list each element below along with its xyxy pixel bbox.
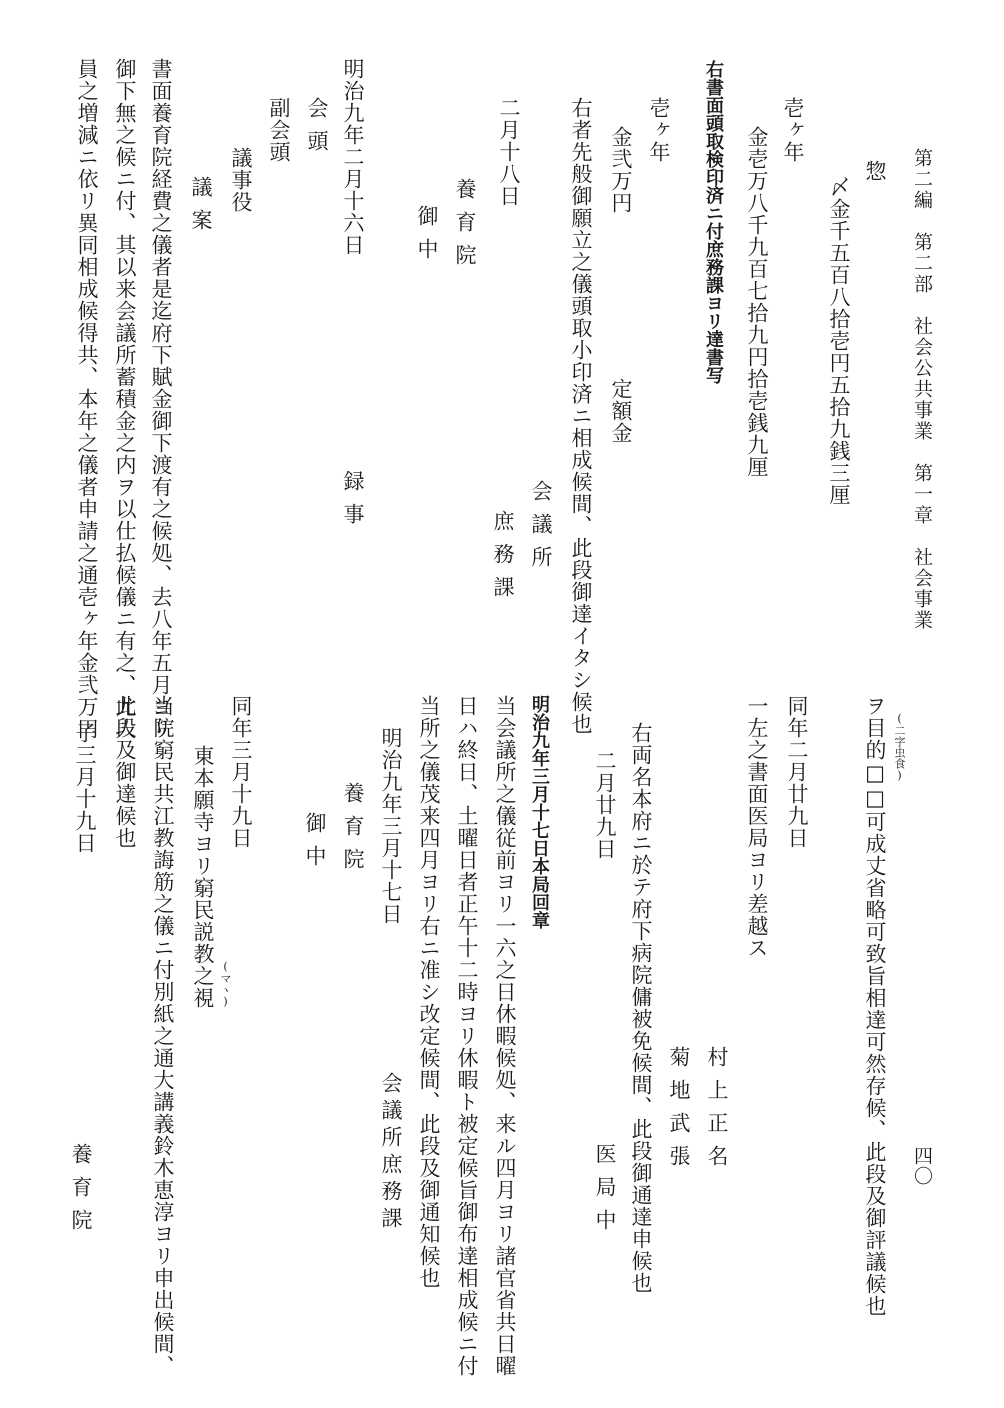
sender-line-5: 会議所庶務課 xyxy=(379,1072,403,1234)
addressee-line-5a: 養育院 xyxy=(341,782,365,881)
item-line-6: 東本願寺ヨリ窮民説教之視 xyxy=(191,745,215,1009)
item-line-3: 一左之書面医局ヨリ差越ス xyxy=(745,695,769,959)
heading-circular: 明治九年三月十七日本局回章 xyxy=(529,695,550,929)
addressee-line-1b: 御中 xyxy=(415,205,439,271)
total-label: 惣 xyxy=(863,160,887,182)
one-year-label-2: 壱ヶ年 xyxy=(647,97,671,163)
officer-label: 議事役 xyxy=(229,147,253,213)
body-line-4c: 当所之儀茂来四月ヨリ右ニ准シ改定候間、此段及御通知候也 xyxy=(417,695,441,1289)
date-line-3: 同年二月廿九日 xyxy=(785,695,809,849)
sic-note: (マヽ) xyxy=(219,960,232,1008)
recorder-label: 録事 xyxy=(341,470,365,536)
body-line-3: 右両名本府ニ於テ府下病院傭被免候間、此段御通達申候也 xyxy=(629,722,653,1294)
date-line-2: 明治九年二月十六日 xyxy=(341,58,365,256)
body-line-4a: 当会議所之儀従前ヨリ一六之日休暇候処、来ル四月ヨリ諸官省共日曜 xyxy=(493,695,517,1377)
page-number: 四〇 xyxy=(911,1146,933,1186)
vice-chair-label: 副会頭 xyxy=(267,97,291,163)
heading-inspection: 右書面頭取検印済ニ付庶務課ヨリ達書写 xyxy=(703,60,724,384)
one-year-label: 壱ヶ年 xyxy=(781,97,805,163)
body-line-2b: 御下無之候ニ付、其以来会議所蓄積金之内ヲ以仕払候儀ニ有之、尤人 xyxy=(113,58,137,740)
body-line-2c: 員之増減ニ依リ異同相成候得共、本年之儀者申請之通壱ヶ年金弐万円 xyxy=(75,58,99,740)
continuation-line: ヲ目的□□可成丈省略可致旨相達可然存候、此段及御評議候也 xyxy=(863,695,887,1317)
body-line-6a: 当院窮民共江教誨筋之儀ニ付別紙之通大講義鈴木恵淳ヨリ申出候間、 xyxy=(151,695,175,1377)
chair-label: 会頭 xyxy=(305,97,329,163)
date-line-1: 二月十八日 xyxy=(497,97,521,207)
addressee-line-5b: 御中 xyxy=(303,812,327,878)
name-kikuchi: 菊地武張 xyxy=(667,1046,691,1178)
amount-line-1: 金壱万八千九百七拾九円拾壱銭九厘 xyxy=(745,126,769,478)
date-line-4: 二月廿九日 xyxy=(593,750,617,860)
bill-label: 議案 xyxy=(189,176,213,242)
name-murakami: 村上正名 xyxy=(705,1046,729,1178)
body-line-4b: 日ハ終日、土曜日者正午十二時ヨリ休暇ト被定候旨御布達相成候ニ付 xyxy=(455,695,479,1377)
fixed-amount: 定額金 xyxy=(609,378,633,444)
date-line-7: 子三月十九日 xyxy=(73,722,97,854)
amount-line-2: 金弐万円 xyxy=(609,126,633,214)
date-line-5: 明治九年三月十七日 xyxy=(379,727,403,925)
sender-line-1a: 会議所 xyxy=(529,480,553,579)
sender-line-1b: 庶務課 xyxy=(491,510,515,609)
sender-line-4: 医局中 xyxy=(593,1143,617,1242)
date-line-6: 同年三月十九日 xyxy=(229,695,253,849)
sender-line-7: 養育院 xyxy=(69,1143,93,1242)
running-head: 第二編 第二部 社会公共事業 第一章 社会事業 xyxy=(911,148,933,631)
wormhole-note: (二字虫食) xyxy=(893,712,906,782)
body-line-1: 右者先般御願立之儀頭取小印済ニ相成候間、此段御達イタシ候也 xyxy=(569,97,593,735)
addressee-line-1a: 養育院 xyxy=(453,178,477,277)
total-amount: 〆金千五百八拾壱円五拾九銭三厘 xyxy=(827,176,851,506)
body-line-6b: 此段及御達候也 xyxy=(113,695,137,849)
body-line-2a: 書面養育院経費之儀者是迄府下賦金御下渡有之候処、去八年五月ヨリ xyxy=(149,58,173,740)
